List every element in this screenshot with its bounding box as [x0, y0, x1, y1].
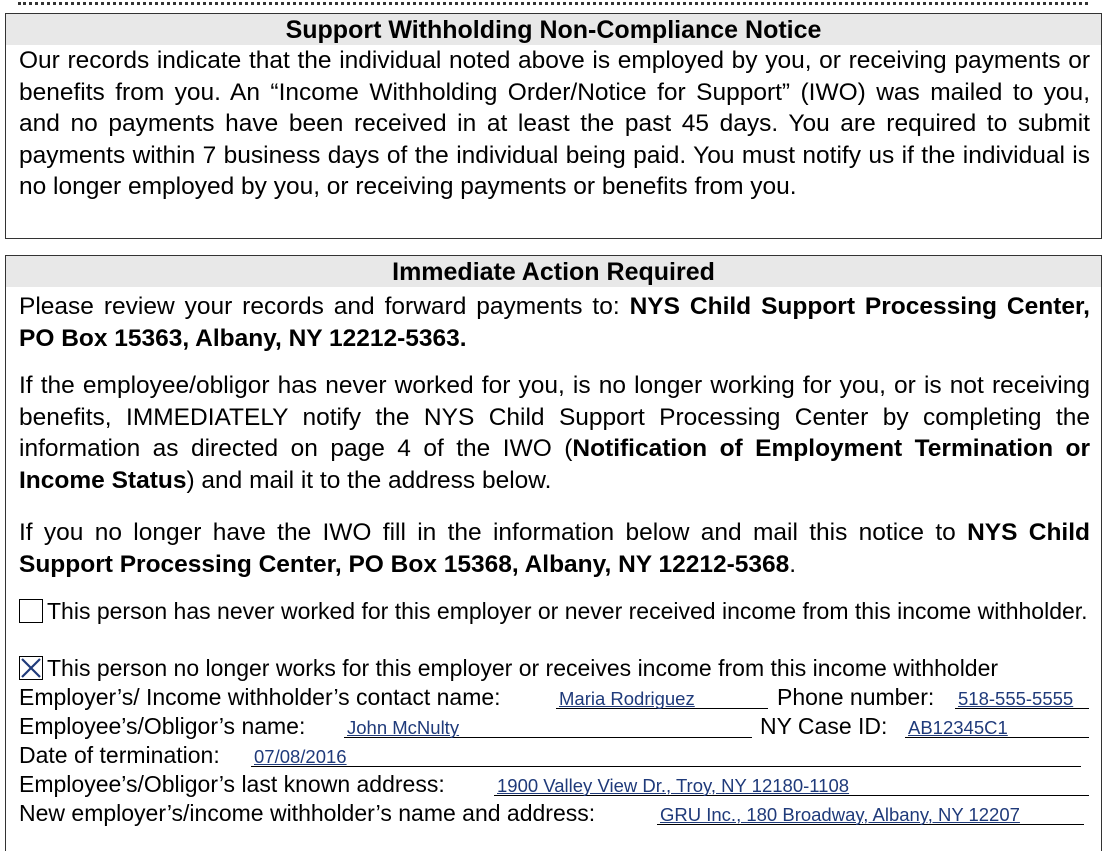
notify-text: If the employee/obligor has never worked for you, is no longer working for you, or is not receiving benefits, IMMEDIATELY notify the NYS Child Support Processing Center by completing the information as directed on page 4 of the IWO ( — [19, 372, 1090, 462]
last-address-field[interactable] — [494, 770, 1089, 796]
new-employer-field[interactable] — [657, 799, 1084, 825]
action-title: Immediate Action Required — [6, 256, 1101, 287]
never-worked-label: This person has never worked for this employer or never received income from this income withholder. — [47, 598, 1088, 624]
address-label: Employee’s/Obligor’s last known address: — [19, 771, 445, 797]
phone-value: 518-555-5555 — [958, 688, 1074, 709]
dotted-separator — [18, 2, 1088, 5]
employee-name-field[interactable] — [344, 712, 752, 738]
contact-row — [19, 683, 1099, 711]
mail-notice-paragraph — [19, 517, 1090, 580]
mail-notice-text: If you no longer have the IWO fill in the information below and mail this notice to — [19, 519, 968, 546]
phone-label: Phone number: — [777, 684, 935, 710]
employee-name-value: John McNulty — [347, 717, 460, 738]
new-employer-value: GRU Inc., 180 Broadway, Albany, NY 12207 — [660, 804, 1020, 825]
payment-address: NYS Child Support Processing Center, PO Box 15363, Albany, NY 12212-5363. — [19, 293, 1090, 352]
new-employer-label: New employer’s/income withholder’s name and address: — [19, 800, 596, 826]
mail-address: NYS Child Support Processing Center, PO Box 15368, Albany, NY 12212-5368 — [19, 519, 1090, 578]
case-id-value: AB12345C1 — [908, 717, 1008, 738]
termination-date-value: 07/08/2016 — [254, 746, 347, 767]
notify-paragraph — [19, 370, 1090, 496]
mail-notice-end: . — [789, 550, 797, 578]
notice-section — [5, 13, 1102, 239]
forward-payments-paragraph — [19, 291, 1090, 354]
phone-field[interactable] — [955, 683, 1089, 709]
notify-text-end: ) and mail it to the address below. — [186, 466, 552, 494]
notice-title: Support Withholding Non-Compliance Notice — [6, 14, 1101, 45]
termination-date-field[interactable] — [251, 741, 1081, 767]
contact-name-value: Maria Rodriguez — [559, 688, 695, 709]
address-row — [19, 770, 1099, 798]
notification-form-name: Notification of Employment Termination or Income Status — [19, 435, 1090, 494]
contact-label: Employer’s/ Income withholder’s contact name: — [19, 684, 501, 710]
contact-name-field[interactable] — [556, 683, 768, 709]
termination-label: Date of termination: — [19, 742, 220, 768]
last-address-value: 1900 Valley View Dr., Troy, NY 12180-1108 — [497, 775, 850, 796]
employee-row — [19, 712, 1099, 740]
notice-body: Our records indicate that the individual noted above is employed by you, or receiving payments or benefits from you. An “Income Withholding Order/Notice for Support” (IWO) was mailed to you, and no payments have been received in at least the past 45 days. You are required to submit payments within 7 business days of the individual being paid. You must notify us if the individual is no longer employed by you, or receiving payments or benefits from you. — [19, 47, 1090, 200]
case-id-field[interactable] — [905, 712, 1089, 738]
action-section — [5, 255, 1102, 851]
no-longer-works-label: This person no longer works for this employer or receives income from this income withholder — [47, 655, 999, 681]
termination-row — [19, 741, 1099, 769]
case-id-label: NY Case ID: — [760, 713, 888, 739]
new-employer-row — [19, 799, 1099, 827]
forward-payments-text: Please review your records and forward payments to: — [19, 293, 630, 320]
employee-label: Employee’s/Obligor’s name: — [19, 713, 306, 739]
